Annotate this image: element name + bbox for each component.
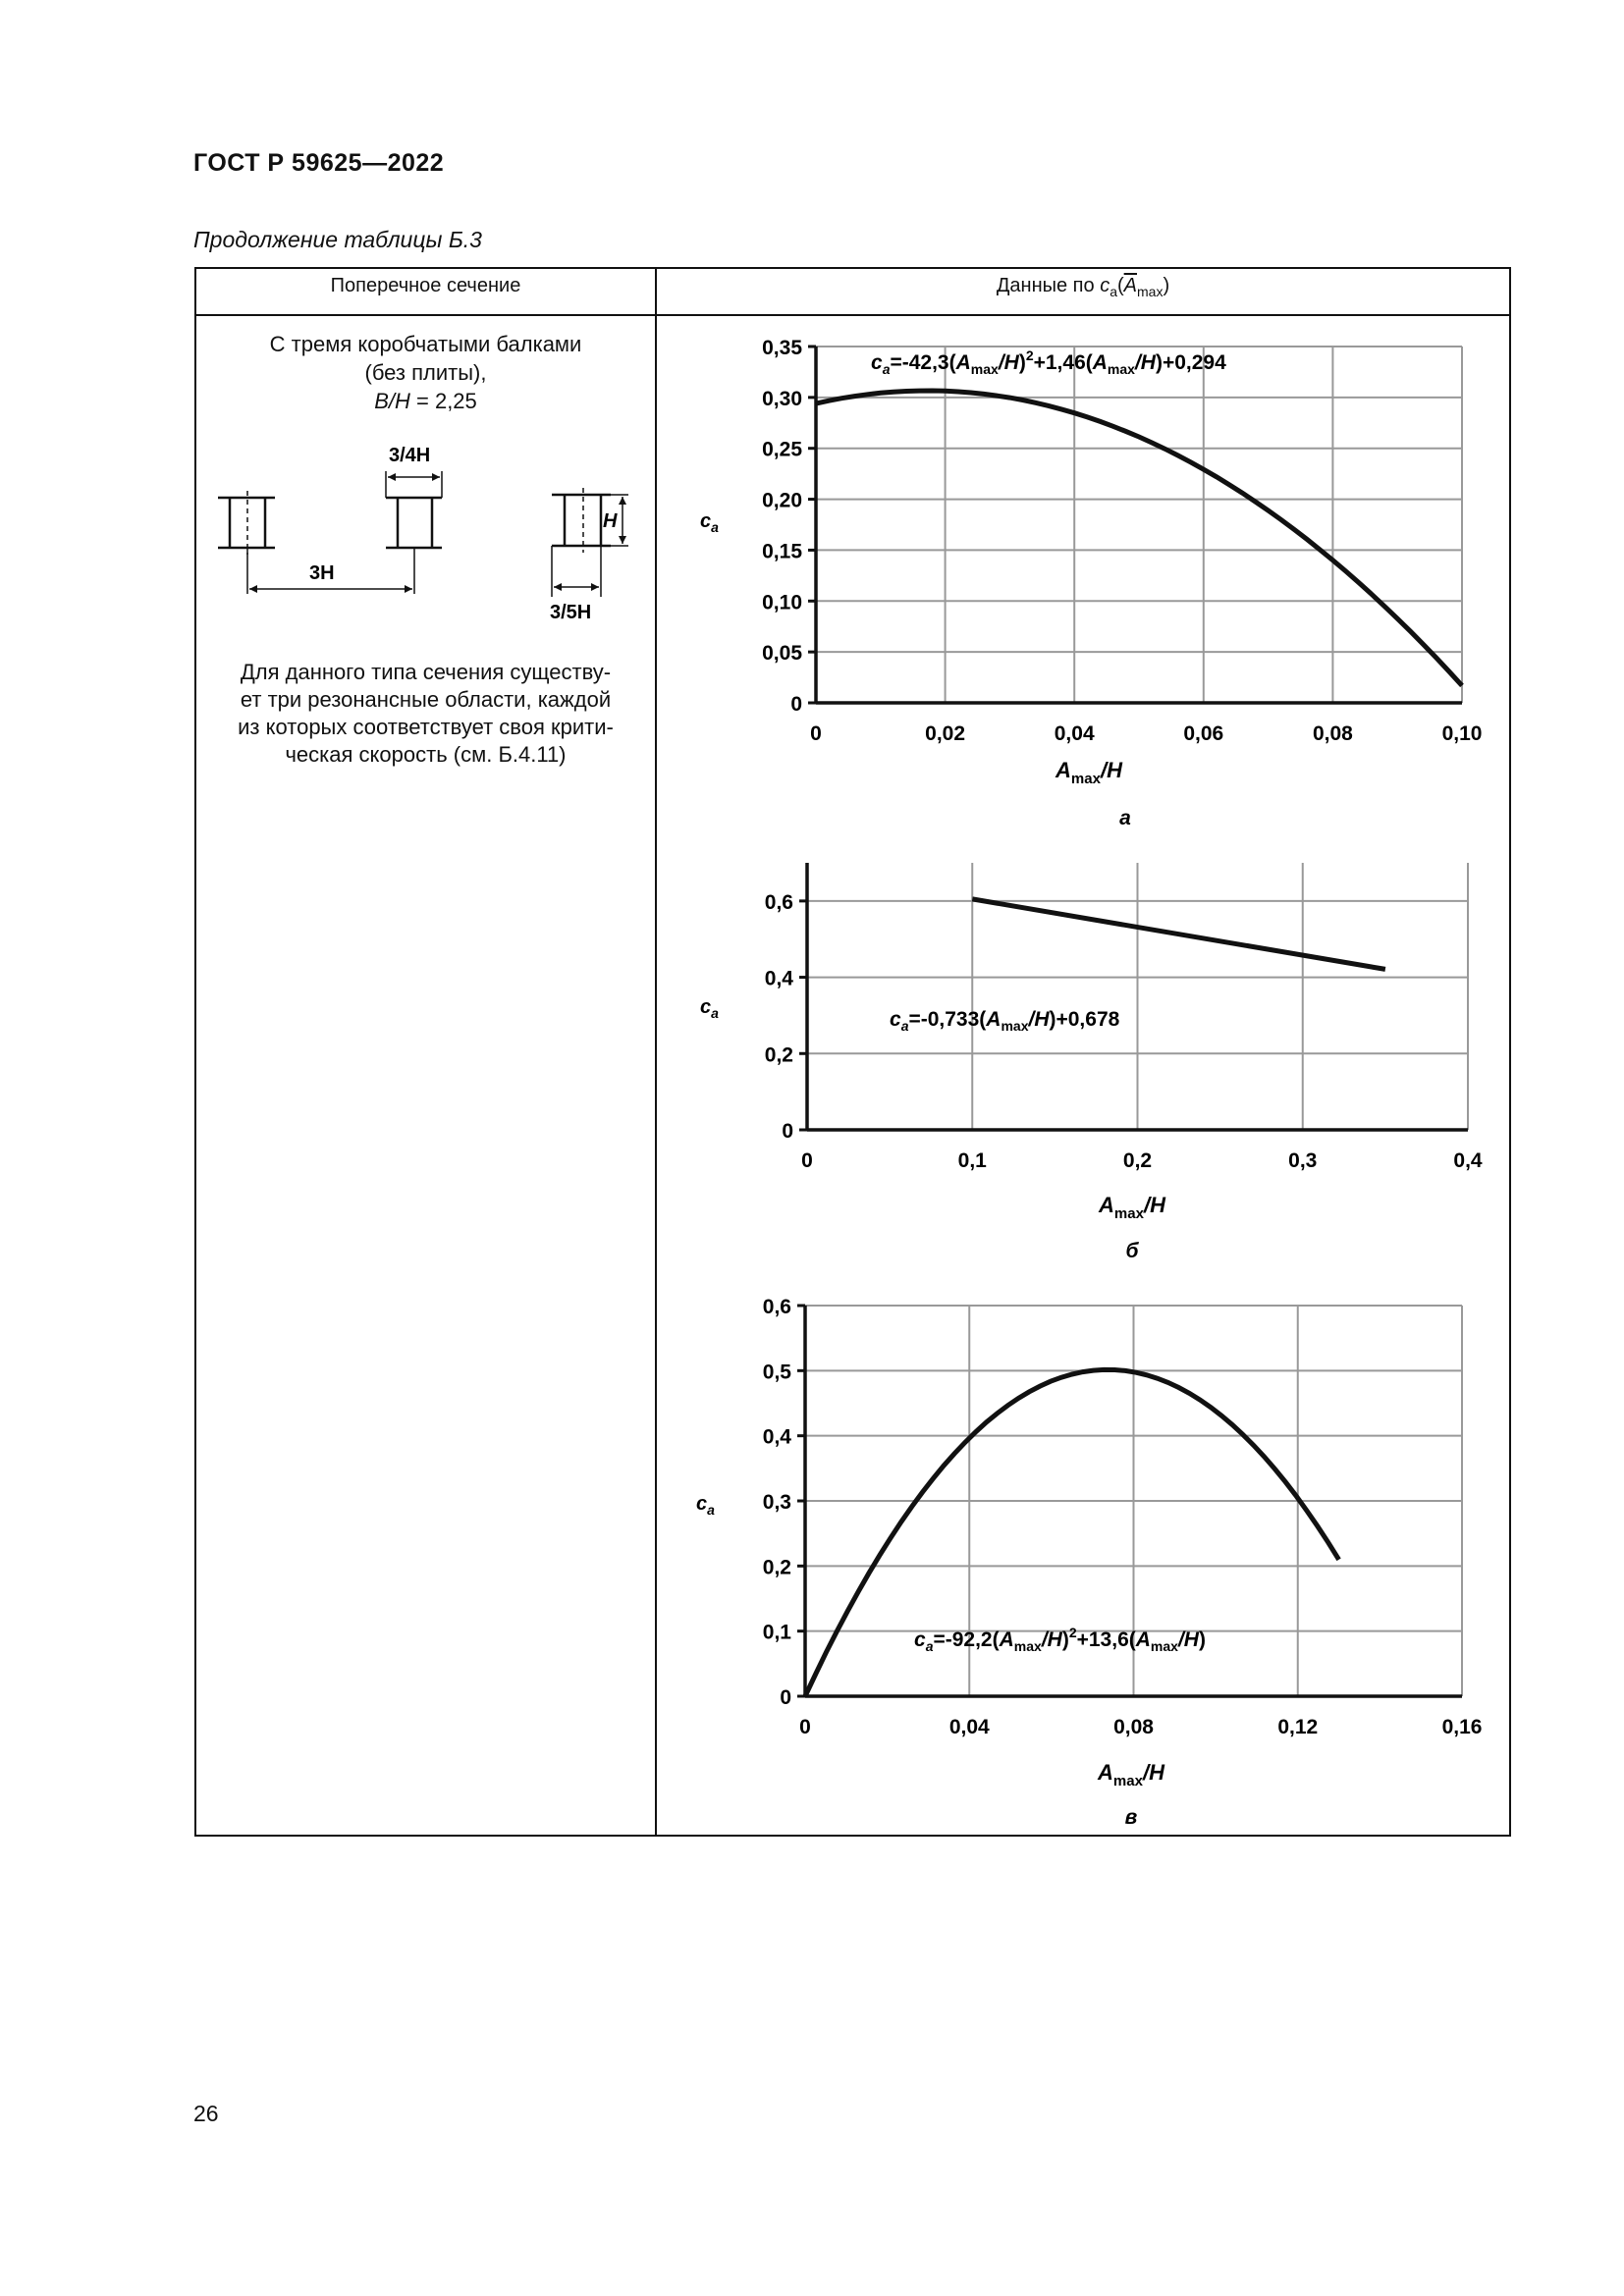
x-tick-label: 0,06 bbox=[1183, 722, 1224, 745]
y-tick-label: 0,2 bbox=[764, 1043, 793, 1067]
chart-b bbox=[657, 849, 1509, 1271]
chart-c-equation: $c_a=-92,2(A_{max}/H)^2+13,6(A_{max}/H)$ bbox=[914, 1625, 1206, 1654]
y-tick-label: 0,4 bbox=[764, 967, 793, 990]
chart-c-ylabel: $c_a$ bbox=[696, 1493, 715, 1518]
chart-c-xlabel: $A_{max}/H$ bbox=[1098, 1760, 1164, 1789]
chart-b-grid bbox=[799, 863, 1468, 1130]
y-tick-label: 0,25 bbox=[762, 438, 802, 461]
section-title-line2: (без плиты), bbox=[364, 360, 487, 385]
description-line: Для данного типа сечения существу- bbox=[240, 660, 612, 684]
header-arg: $\overline{A}$ bbox=[1123, 275, 1137, 296]
table-continuation-caption: Продолжение таблицы Б.3 bbox=[193, 227, 482, 252]
section-ratio-val: = 2,25 bbox=[409, 389, 477, 413]
x-tick-label: 0,08 bbox=[1113, 1716, 1154, 1738]
y-tick-label: 0,5 bbox=[762, 1361, 791, 1384]
header-symbol-sub: a bbox=[1110, 284, 1117, 299]
x-tick-label: 0,04 bbox=[1054, 722, 1095, 745]
y-tick-label: 0,6 bbox=[764, 890, 793, 914]
x-tick-label: 0,3 bbox=[1288, 1149, 1318, 1172]
header-arg-sub: max bbox=[1137, 284, 1164, 299]
chart-c bbox=[657, 1276, 1509, 1836]
header-divider bbox=[194, 314, 1511, 316]
header-symbol: c bbox=[1100, 275, 1110, 296]
header-prefix: Данные по bbox=[996, 275, 1101, 296]
description-line: из которых соответствует своя крити- bbox=[238, 715, 614, 739]
chart-b-curve bbox=[972, 899, 1385, 970]
chart-c-curve bbox=[805, 1369, 1339, 1696]
y-tick-label: 0 bbox=[790, 693, 802, 716]
y-tick-label: 0,30 bbox=[762, 387, 802, 410]
y-tick-label: 0,6 bbox=[762, 1296, 791, 1318]
y-tick-label: 0 bbox=[782, 1120, 793, 1143]
x-tick-label: 0,02 bbox=[925, 722, 966, 745]
x-tick-label: 0 bbox=[810, 722, 822, 745]
chart-a-curve bbox=[816, 391, 1462, 685]
description-line: ет три резонансные области, каждой bbox=[240, 687, 612, 712]
chart-a-xlabel: $A_{max}/H$ bbox=[1056, 758, 1122, 787]
x-tick-label: 0,08 bbox=[1312, 722, 1353, 745]
x-tick-label: 0,4 bbox=[1453, 1149, 1483, 1172]
y-tick-label: 0,2 bbox=[762, 1556, 791, 1579]
y-tick-label: 0 bbox=[780, 1686, 791, 1709]
y-tick-label: 0,05 bbox=[762, 642, 802, 666]
dim-label-width: 3/5H bbox=[550, 602, 592, 623]
dim-label-height: H bbox=[603, 510, 618, 532]
column-header-cross-section: Поперечное сечение bbox=[330, 275, 521, 296]
section-title bbox=[196, 330, 655, 415]
x-tick-label: 0,2 bbox=[1122, 1149, 1153, 1172]
y-tick-label: 0,3 bbox=[762, 1491, 791, 1514]
chart-b-ylabel: $c_a$ bbox=[700, 996, 719, 1021]
section-title-line1: С тремя коробчатыми балками bbox=[269, 332, 582, 356]
section-ratio bbox=[196, 387, 655, 415]
chart-c-caption: в bbox=[1124, 1806, 1138, 1829]
cross-section-diagram bbox=[206, 432, 648, 638]
description-line: ческая скорость (см. Б.4.11) bbox=[285, 742, 567, 767]
y-tick-label: 0,1 bbox=[762, 1621, 791, 1644]
chart-b-equation: $c_a=-0,733(A_{max}/H)+0,678$ bbox=[890, 1008, 1120, 1034]
chart-b-caption: б bbox=[1125, 1240, 1139, 1262]
chart-b-xlabel: $A_{max}/H$ bbox=[1099, 1193, 1165, 1222]
y-tick-label: 0,10 bbox=[762, 591, 802, 614]
chart-a bbox=[657, 324, 1509, 844]
dim-label-top: 3/4H bbox=[389, 445, 431, 466]
x-tick-label: 0 bbox=[799, 1716, 811, 1738]
y-tick-label: 0,4 bbox=[762, 1425, 791, 1449]
x-tick-label: 0,16 bbox=[1441, 1716, 1483, 1738]
chart-a-caption: а bbox=[1119, 807, 1131, 829]
x-tick-label: 0 bbox=[801, 1149, 813, 1172]
column-header-data: Данные по $c_a(\overline{A}_{max})$ bbox=[996, 275, 1170, 299]
dim-label-spacing: 3H bbox=[309, 562, 335, 584]
y-tick-label: 0,20 bbox=[762, 489, 802, 512]
y-tick-label: 0,15 bbox=[762, 540, 802, 563]
standard-number: ГОСТ Р 59625—2022 bbox=[193, 149, 445, 177]
chart-a-ylabel: $c_a$ bbox=[700, 510, 719, 535]
section-ratio-var: B/H bbox=[374, 389, 410, 413]
y-tick-label: 0,35 bbox=[762, 337, 802, 359]
chart-a-equation: $c_a=-42,3(A_{max}/H)^2+1,46(A_{max}/H)+0,294$ bbox=[871, 347, 1226, 377]
x-tick-label: 0,12 bbox=[1277, 1716, 1319, 1738]
x-tick-label: 0,04 bbox=[948, 1716, 990, 1738]
page-number: 26 bbox=[193, 2101, 219, 2126]
chart-a-grid bbox=[808, 347, 1462, 703]
x-tick-label: 0,1 bbox=[957, 1149, 987, 1172]
x-tick-label: 0,10 bbox=[1441, 722, 1483, 745]
section-description bbox=[202, 659, 649, 769]
